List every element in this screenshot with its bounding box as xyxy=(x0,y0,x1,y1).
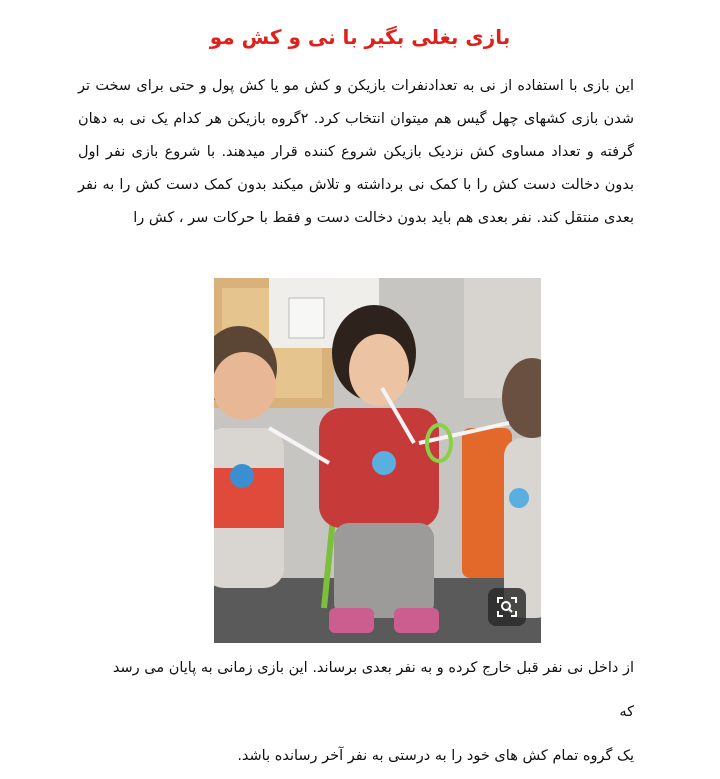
caption-line-2: یک گروه تمام کش های خود را به درستی به نفر آخر رسانده باشد. xyxy=(237,748,634,764)
zoom-button[interactable] xyxy=(488,588,526,626)
caption-line-1: از داخل نی نفر قبل خارج کرده و به نفر بعدی برساند. این بازی زمانی به پایان می رسد که xyxy=(112,660,634,720)
zoom-search-icon xyxy=(495,595,519,619)
article-caption xyxy=(100,646,634,778)
article-intro-paragraph: این بازی با استفاده از نی به تعدادنفرات بازیکن و کش مو یا کش پول و حتی برای سخت تر شدن بازی کشهای چهل گیس هم میتوان انتخاب کرد. ۲گروه بازیکن هر کدام یک نی به دهان گرفته و تعداد مساوی کش نزدیک بازیکن شروع کننده قرار میدهند. با شروع بازی نفر اول بدون دخالت دست کش را با کمک نی برداشته و تلاش میکند بدون کمک دست کش را به نفر بعدی منتقل کند. نفر بعدی هم باید بدون دخالت دست و فقط با حرکات سر ، کش را xyxy=(78,78,634,226)
article-title: بازی بغلی بگیر با نی و کش مو xyxy=(209,25,511,49)
